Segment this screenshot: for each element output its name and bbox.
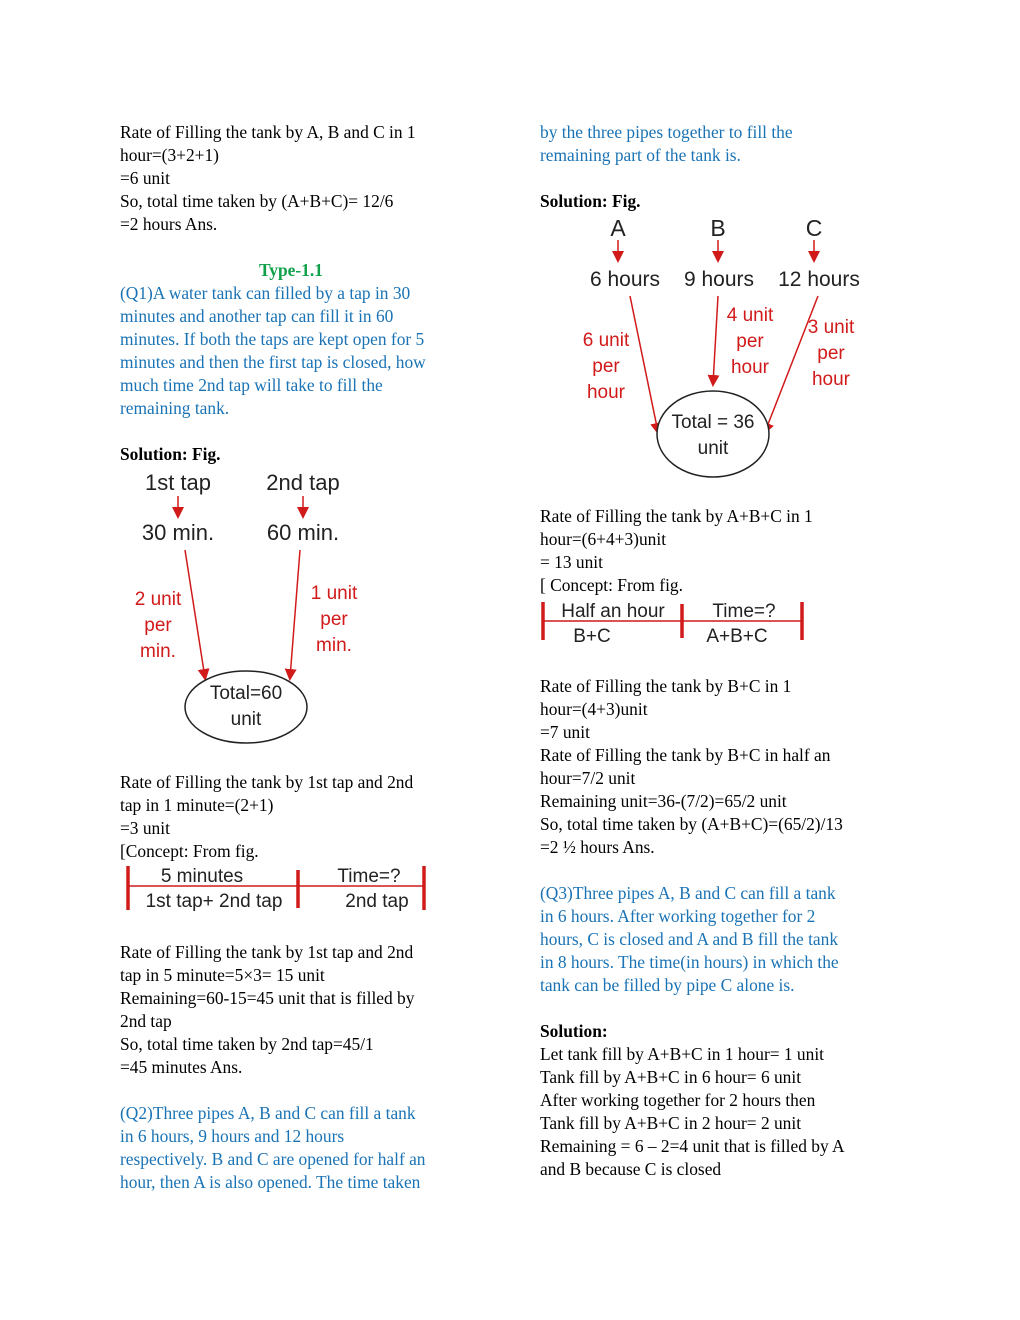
arrow <box>630 296 658 432</box>
question-line: hours, C is closed and A and B fill the tank <box>540 929 839 949</box>
time-bar-2 <box>538 596 810 648</box>
text-line: =7 unit <box>540 722 590 742</box>
total-line: unit <box>230 709 262 730</box>
text-line: Rate of Filling the tank by A, B and C in 1 <box>120 122 416 142</box>
bar2-bottom-right: A+B+C <box>706 626 768 647</box>
time-bar-1 <box>122 862 434 914</box>
text-line: =45 minutes Ans. <box>120 1057 243 1077</box>
pipe-c-label: C <box>805 215 823 241</box>
text-line: and B because C is closed <box>540 1159 722 1179</box>
text-line: tap in 5 minute=5×3= 15 unit <box>120 965 325 985</box>
text-line: Rate of Filling the tank by B+C in half an <box>540 745 831 765</box>
rate1-line: 2 unit <box>134 589 182 610</box>
total-line: unit <box>697 438 729 459</box>
tap2-label: 2nd tap <box>266 470 340 495</box>
figure-pipes <box>560 210 880 490</box>
pipe-c-time: 12 hours <box>778 268 860 291</box>
rate-a-line: 6 unit <box>582 330 630 351</box>
text-line: Let tank fill by A+B+C in 1 hour= 1 unit <box>540 1044 824 1064</box>
question-line: minutes. If both the taps are kept open for 5 <box>120 329 425 349</box>
bar1-bottom-right: 2nd tap <box>345 891 409 912</box>
text-line: Remaining=60-15=45 unit that is filled by <box>120 988 415 1008</box>
total-ellipse <box>657 391 769 477</box>
arrow <box>185 550 205 678</box>
rate-c-line: 3 unit <box>807 317 855 338</box>
text-line: 2nd tap <box>120 1011 172 1031</box>
rate2-line: per <box>320 609 348 630</box>
bar1-bottom-left: 1st tap+ 2nd tap <box>145 891 283 912</box>
text-line: [Concept: From fig. <box>120 841 259 861</box>
figure-taps <box>110 462 380 752</box>
bar1-top-left: 5 minutes <box>160 866 244 887</box>
arrow <box>290 550 300 678</box>
text-line: tap in 1 minute=(2+1) <box>120 795 274 815</box>
rate-c-line: hour <box>811 369 851 390</box>
text-line: hour=(3+2+1) <box>120 145 219 165</box>
rate-c-line: per <box>817 343 845 364</box>
text-line: So, total time taken by (A+B+C)= 12/6 <box>120 191 394 211</box>
bar1-top-right: Time=? <box>337 866 401 887</box>
text-line: = 13 unit <box>540 552 603 572</box>
solution-heading: Solution: Fig. <box>540 191 641 211</box>
question-line: (Q3)Three pipes A, B and C can fill a tank <box>540 883 836 903</box>
total-line: Total = 36 <box>671 412 755 433</box>
type-heading: Type-1.1 <box>259 260 323 280</box>
text-line: hour=(4+3)unit <box>540 699 648 719</box>
text-line: Rate of Filling the tank by A+B+C in 1 <box>540 506 813 526</box>
question-line: tank can be filled by pipe C alone is. <box>540 975 795 995</box>
pipe-b-time: 9 hours <box>683 268 755 291</box>
total-line: Total=60 <box>209 683 283 704</box>
text-line: After working together for 2 hours then <box>540 1090 816 1110</box>
question-line: remaining tank. <box>120 398 230 418</box>
question-line: (Q2)Three pipes A, B and C can fill a tank <box>120 1103 416 1123</box>
text-line: =2 hours Ans. <box>120 214 218 234</box>
text-line: Rate of Filling the tank by 1st tap and 2nd <box>120 772 414 792</box>
rate-b-line: 4 unit <box>726 305 774 326</box>
text-line: So, total time taken by 2nd tap=45/1 <box>120 1034 374 1054</box>
text-line: =2 ½ hours Ans. <box>540 837 655 857</box>
bar2-top-left: Half an hour <box>561 601 665 622</box>
question-line: (Q1)A water tank can filled by a tap in 30 <box>120 283 411 303</box>
text-line: =6 unit <box>120 168 170 188</box>
pipe-a-time: 6 hours <box>589 268 661 291</box>
pipe-a-label: A <box>610 215 626 241</box>
solution-heading: Solution: Fig. <box>120 444 221 464</box>
text-line: hour=(6+4+3)unit <box>540 529 667 549</box>
question-line: much time 2nd tap will take to fill the <box>120 375 383 395</box>
rate-b-line: per <box>736 331 764 352</box>
question-line: by the three pipes together to fill the <box>540 122 793 142</box>
rate-a-line: hour <box>586 382 626 403</box>
tap1-time: 30 min. <box>141 520 215 545</box>
question-line: in 8 hours. The time(in hours) in which the <box>540 952 839 972</box>
text-line: Rate of Filling the tank by 1st tap and 2nd <box>120 942 414 962</box>
question-line: in 6 hours, 9 hours and 12 hours <box>120 1126 345 1146</box>
total-ellipse <box>185 671 307 743</box>
tap1-label: 1st tap <box>144 470 212 495</box>
question-line: respectively. B and C are opened for half an <box>120 1149 426 1169</box>
rate2-line: min. <box>316 635 352 656</box>
rate-b-line: hour <box>730 357 770 378</box>
tap2-time: 60 min. <box>266 520 340 545</box>
bar2-top-right: Time=? <box>712 601 776 622</box>
text-line: Tank fill by A+B+C in 2 hour= 2 unit <box>540 1113 802 1133</box>
question-line: minutes and another tap can fill it in 60 <box>120 306 394 326</box>
rate1-line: min. <box>140 641 176 662</box>
text-line: Remaining = 6 – 2=4 unit that is filled by A <box>540 1136 845 1156</box>
question-line: minutes and then the first tap is closed, how <box>120 352 426 372</box>
text-line: Remaining unit=36-(7/2)=65/2 unit <box>540 791 787 811</box>
text-line: [ Concept: From fig. <box>540 575 683 595</box>
rate1-line: per <box>144 615 172 636</box>
question-line: remaining part of the tank is. <box>540 145 741 165</box>
arrow <box>713 296 718 384</box>
question-line: in 6 hours. After working together for 2 <box>540 906 816 926</box>
text-line: Rate of Filling the tank by B+C in 1 <box>540 676 792 696</box>
text-line: So, total time taken by (A+B+C)=(65/2)/13 <box>540 814 843 834</box>
rate-a-line: per <box>592 356 620 377</box>
pipe-b-label: B <box>710 215 726 241</box>
text-line: hour=7/2 unit <box>540 768 636 788</box>
text-line: Tank fill by A+B+C in 6 hour= 6 unit <box>540 1067 802 1087</box>
rate2-line: 1 unit <box>310 583 358 604</box>
bar2-bottom-left: B+C <box>573 626 611 647</box>
question-line: hour, then A is also opened. The time taken <box>120 1172 421 1192</box>
solution-heading: Solution: <box>540 1021 608 1041</box>
text-line: =3 unit <box>120 818 170 838</box>
